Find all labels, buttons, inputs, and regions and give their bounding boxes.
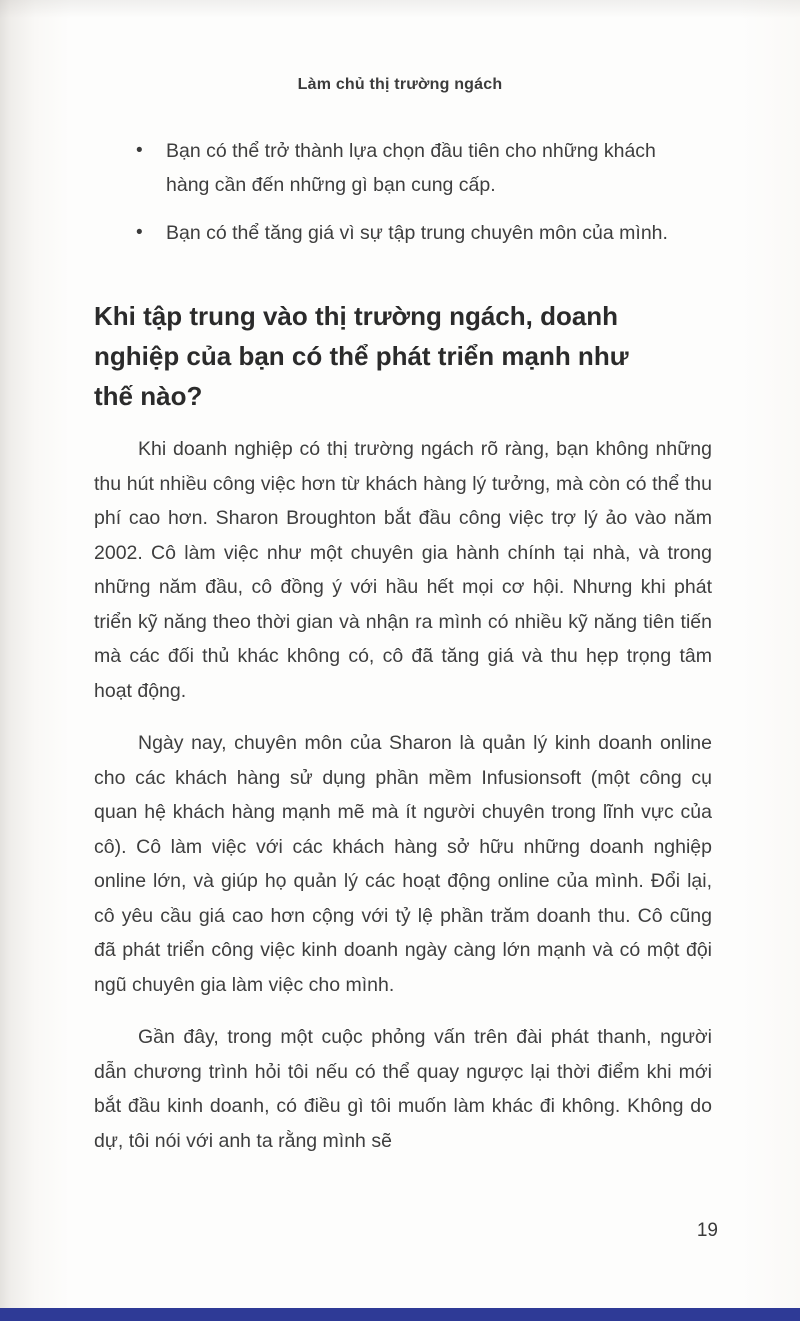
bullet-text: Bạn có thể trở thành lựa chọn đầu tiên cho những khách hàng cần đến những gì bạn cung cấp. <box>166 140 656 196</box>
list-item <box>136 216 696 250</box>
paragraph: Khi doanh nghiệp có thị trường ngách rõ ràng, bạn không những thu hút nhiều công việc hơn từ khách hàng lý tưởng, mà còn có thể thu phí cao hơn. Sharon Broughton bắt đầu công việc trợ lý ảo vào năm 2002. Cô làm việc như một chuyên gia hành chính tại nhà, và trong những năm đầu, cô đồng ý với hầu hết mọi cơ hội. Nhưng khi phát triển kỹ năng theo thời gian và nhận ra mình có nhiều kỹ năng tiên tiến mà các đối thủ khác không có, cô đã tăng giá và thu hẹp trọng tâm hoạt động. <box>94 438 712 702</box>
body-text <box>94 432 712 1176</box>
bullet-icon: • <box>136 140 143 161</box>
paragraph: Ngày nay, chuyên môn của Sharon là quản lý kinh doanh online cho các khách hàng sử dụng phần mềm Infusionsoft (một công cụ quan hệ khách hàng mạnh mẽ mà ít người chuyên trong lĩnh vực của cô). Cô làm việc với các khách hàng sở hữu những doanh nghiệp online lớn, và giúp họ quản lý các hoạt động online của mình. Đổi lại, cô yêu cầu giá cao hơn cộng với tỷ lệ phần trăm doanh thu. Cô cũng đã phát triển công việc kinh doanh ngày càng lớn mạnh và có một đội ngũ chuyên gia làm việc cho mình. <box>94 732 712 996</box>
running-header: Làm chủ thị trường ngách <box>297 76 503 93</box>
bullet-icon: • <box>136 222 143 243</box>
section-heading: Khi tập trung vào thị trường ngách, doanh nghiệp của bạn có thể phát triển mạnh như thế nào? <box>94 301 629 411</box>
paragraph: Gần đây, trong một cuộc phỏng vấn trên đài phát thanh, người dẫn chương trình hỏi tôi nếu có thể quay ngược lại thời điểm khi mới bắt đầu kinh doanh, có điều gì tôi muốn làm khác đi không. Không do dự, tôi nói với anh ta rằng mình sẽ <box>94 1026 712 1152</box>
bullet-text: Bạn có thể tăng giá vì sự tập trung chuyên môn của mình. <box>166 222 668 244</box>
footer-color-bar <box>0 1308 800 1321</box>
page-number: 19 <box>696 1220 718 1241</box>
bullet-list <box>136 134 696 264</box>
list-item <box>136 134 696 202</box>
